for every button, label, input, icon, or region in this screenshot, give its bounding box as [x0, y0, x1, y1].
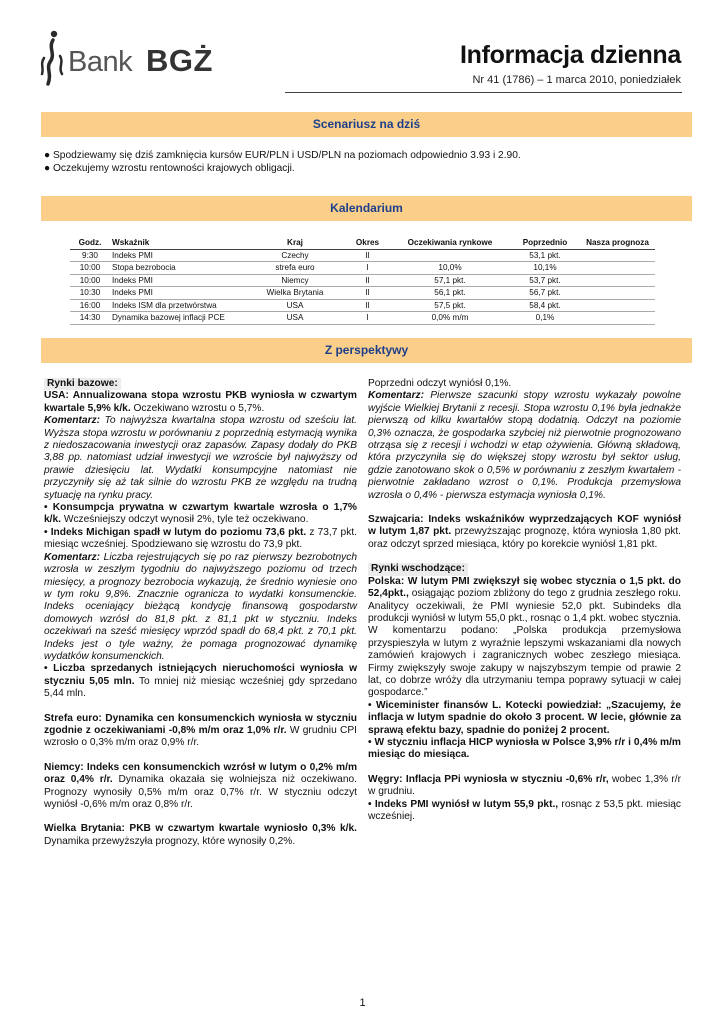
table-row	[70, 262, 655, 275]
cell-country: Czechy	[245, 249, 345, 262]
consumption-text: Wcześniejszy odczyt wynosił 2%, tyle też oczekiwano.	[61, 514, 309, 526]
scenario-item: ● Oczekujemy wzrostu rentowności krajowych obligacji.	[44, 163, 295, 174]
cell-country: Niemcy	[245, 274, 345, 287]
perspective-heading: Z perspektywy	[41, 338, 692, 363]
cell-our-forecast	[580, 274, 655, 287]
usa-gdp-text: Oczekiwano wzrostu o 5,7%.	[130, 402, 265, 414]
calendar-table	[70, 236, 655, 325]
cell-our-forecast	[580, 249, 655, 262]
cell-expectations: 0,0% m/m	[390, 312, 510, 325]
home-sales-text: To mniej niż miesiąc wcześniej gdy sprzedano 5,44 mln.	[44, 675, 357, 700]
cell-previous: 53,7 pkt.	[510, 274, 580, 287]
col-our-forecast: Nasza prognoza	[580, 236, 655, 249]
poland-text: osiągając poziom zbliżony do tego z grudnia zeszłego roku. Analitycy oczekiwali, że PMI wyniesie 52,0 pkt. Subindeks dla produkcji wyniósł w lutym 55,0 pkt., rosnąc o 1,4 pkt. wobec stycznia. W komentarzu podano: „Polska produkcja przemysłowa przyspieszyła w lutym z wyraźnie lepszymi wskazaniami dla nowych zamówień krajowych i zagranicznych wobec zeszłego miesiąca. Firmy zwiększyły swoje zakupy w najszybszym tempie od prawie 2 lat, co dobrze wróży dla utrzymaniu tempa poprawy sytuacji w całej gospodarce.”	[368, 588, 681, 699]
col-expectations: Oczekiwania rynkowe	[390, 236, 510, 249]
cell-country: strefa euro	[245, 262, 345, 275]
document-title: Informacja dzienna	[459, 41, 681, 69]
usa-gdp-paragraph	[44, 390, 357, 415]
hungary-text: wobec 1,3% r/r w grudniu.	[368, 773, 681, 798]
poland-bullet-hicp: • W styczniu inflacja HICP wyniosła w Polsce 3,9% r/r i 0,4% m/m miesiąc do miesiąca.	[368, 736, 681, 761]
hungary-paragraph	[368, 774, 681, 799]
home-sales-lead: • Liczba sprzedanych istniejących nieruchomości wyniosła w styczniu 5,05 mln.	[44, 663, 357, 687]
comment-label: Komentarz:	[44, 551, 101, 563]
hungary-lead: Węgry: Inflacja PPi wyniosła w styczniu -0,6% r/r,	[368, 773, 609, 785]
scenario-list	[44, 149, 664, 175]
poland-bullet-kotecki: • Wiceminister finansów L. Kotecki powiedział: „Szacujemy, że inflacja w lutym spadnie do około 3 procent. W lecie, głównie za sprawą efektu bazy, spadnie do poniżej 2 procent.	[368, 699, 681, 736]
cell-period: I	[345, 312, 390, 325]
uk-comment-text: Pierwsze szacunki stopy wzrostu wykazały powolne wyjście Wielkiej Brytanii z recesji. Stopa wzrostu 0,1% była jednakże pierwszą od kilku kwartałów stopą dodatnią. Odczyt na poziomie 0,3% oznacza, że gospodarka szybciej niż pierwotnie prognozowano otrząsa się z recesji i wchodzi w etap ożywienia. Główną składową, która przyczyniła się do większej stopy wzrostu był sektor usług, gdzie zanotowano skok o 0,5% w porównaniu z zeszłym kwartałem - pierwotnie zakładano wzrost o 0,1%. Produkcja przemysłowa wzrosła o 0,4% - pierwsza estymacja wyniosła 0,1%.	[368, 390, 681, 501]
cell-expectations: 10,0%	[390, 262, 510, 275]
cell-time: 10:00	[70, 262, 110, 275]
cell-period: I	[345, 262, 390, 275]
cell-period: II	[345, 299, 390, 312]
michigan-text: z 73,7 pkt. miesiąc wcześniej. Spodziewano się wzrostu do 73,9 pkt.	[44, 526, 357, 551]
left-column	[44, 378, 357, 848]
usa-comment-text: To najwyższa kwartalna stopa wzrostu od sześciu lat. Wyższa stopa wzrostu w porównaniu z poprzednią estymacją wynika z niedoszacowania inwestycji oraz zapasów. Zapasy dodały do PKB 3,88 pp. natomiast udział inwestycji we wzroście był najwyższy od prawie dziesięciu lat. Wydatki konsumpcyjne natomiast nie przyczyniły się aż tak silnie do wzrostu PKB ze względu na trudną sytuację na rynku pracy.	[44, 415, 357, 501]
poland-lead: Polska: W lutym PMI zwiększył się wobec stycznia o 1,5 pkt. do 52,4pkt.,	[368, 575, 681, 600]
table-row	[70, 274, 655, 287]
logo-bgz-text: BGŻ	[146, 43, 213, 78]
cell-country: USA	[245, 312, 345, 325]
calendar-heading: Kalendarium	[41, 196, 692, 221]
cell-previous: 58,4 pkt.	[510, 299, 580, 312]
cell-time: 10:00	[70, 274, 110, 287]
usa-comment-paragraph	[44, 415, 357, 502]
cell-indicator: Indeks PMI	[110, 287, 245, 300]
eurozone-lead: Strefa euro: Dynamika cen konsumenckich wyniosła w styczniu zgodnie z oczekiwaniami -0,8% m/m oraz 1,0% r/r.	[44, 712, 357, 736]
switzerland-text: przewyższając prognozę, która wyniosła 1,80 pkt. oraz odczyt sprzed miesiąca, który po korekcie wyniósł 1,81 pkt.	[368, 526, 681, 550]
cell-time: 14:30	[70, 312, 110, 325]
page-number: 1	[359, 997, 366, 1009]
michigan-lead: • Indeks Michigan spadł w lutym do poziomu 73,6 pkt.	[44, 526, 307, 538]
cell-indicator: Dynamika bazowej inflacji PCE	[110, 312, 245, 325]
cell-our-forecast	[580, 287, 655, 300]
michigan-paragraph	[44, 527, 357, 552]
cell-period: II	[345, 287, 390, 300]
switzerland-lead: Szwajcaria: Indeks wskaźników wyprzedzających KOF wyniósł w lutym 1,87 pkt.	[368, 514, 681, 538]
home-sales-paragraph	[44, 663, 357, 700]
cell-our-forecast	[580, 262, 655, 275]
cell-time: 16:00	[70, 299, 110, 312]
cell-previous: 53,1 pkt.	[510, 249, 580, 262]
uk-paragraph	[44, 823, 357, 848]
uk-text: Dynamika przewyższyła prognozy, które wynosiły 0,2%.	[44, 835, 296, 847]
bank-logo	[38, 28, 228, 88]
table-row	[70, 287, 655, 300]
cell-expectations: 57,1 pkt.	[390, 274, 510, 287]
section-label-emerging-markets: Rynki wschodzące:	[368, 563, 468, 575]
issue-info: Nr 41 (1786) – 1 marca 2010, poniedziałek	[472, 74, 681, 86]
eurozone-paragraph	[44, 713, 357, 750]
usa-gdp-lead: USA: Annualizowana stopa wzrostu PKB wyniosła w czwartym kwartale 5,9% k/k.	[44, 390, 357, 414]
cell-indicator: Indeks PMI	[110, 274, 245, 287]
col-previous: Poprzednio	[510, 236, 580, 249]
scenario-item: ● Spodziewamy się dziś zamknięcia kursów EUR/PLN i USD/PLN na poziomach odpowiednio 3.93 i 2.90.	[44, 150, 521, 161]
hungary-pmi-lead: • Indeks PMI wyniósł w lutym 55,9 pkt.,	[368, 798, 559, 810]
calendar-header-row	[70, 236, 655, 249]
cell-time: 9:30	[70, 249, 110, 262]
uk-lead: Wielka Brytania: PKB w czwartym kwartale wyniosło 0,3% k/k.	[44, 823, 357, 835]
cell-indicator: Indeks PMI	[110, 249, 245, 262]
cell-period: II	[345, 249, 390, 262]
section-label-core-markets: Rynki bazowe:	[44, 378, 121, 390]
bank-logo-icon	[38, 28, 68, 88]
michigan-comment-text: Liczba rejestrujących się po raz pierwszy bezrobotnych wzrosła w zeszłym tygodniu do najwyższego poziomu od trzech miesięcy, a prognozy bezrobocia wykazują, że średnio wyniesie ono w tym roku 9,8%. Znacznie ogranicza to wydatki konsumenckie. Indeks oceniający bieżącą kondycję finansową gospodarstw domowych wzrósł do 81,8 pkt. z 81,1 pkt w styczniu. Indeks oczekiwań na sześć miesięcy wprzód spadł do 68,4 pkt. z 70,1 pkt. Indeks jest o tyle ważny, że pomaga prognozować dynamikę wydatków konsumenckich.	[44, 551, 357, 662]
col-country: Kraj	[245, 236, 345, 249]
table-row	[70, 299, 655, 312]
cell-previous: 10,1%	[510, 262, 580, 275]
consumption-lead: • Konsumpcja prywatna w czwartym kwartale wzrosła o 1,7% k/k.	[44, 502, 357, 526]
cell-previous: 56,7 pkt.	[510, 287, 580, 300]
cell-expectations	[390, 249, 510, 262]
cell-our-forecast	[580, 312, 655, 325]
scenario-item-text: Spodziewamy się dziś zamknięcia kursów EUR/PLN i USD/PLN na poziomach odpowiednio 3.93 i 2.90.	[52, 150, 521, 161]
cell-country: Wielka Brytania	[245, 287, 345, 300]
col-time: Godz.	[70, 236, 110, 249]
germany-paragraph	[44, 762, 357, 812]
cell-indicator: Stopa bezrobocia	[110, 262, 245, 275]
germany-text: Dynamika okazała się wolniejsza niż oczekiwano. Prognozy wynosiły 0,5% m/m oraz 0,7% r/r. W styczniu odczyt wyniósł -0,6% m/m oraz 0,8% r/r.	[44, 774, 357, 810]
switzerland-paragraph	[368, 514, 681, 551]
scenario-heading: Scenariusz na dziś	[41, 112, 692, 137]
eurozone-text: W grudniu CPI wzrosło o 0,3% m/m oraz 0,9% r/r.	[44, 724, 357, 749]
cell-expectations: 57,5 pkt.	[390, 299, 510, 312]
hungary-pmi-text: rosnąc z 53,5 pkt. miesiąc wcześniej.	[368, 798, 681, 822]
consumption-paragraph	[44, 502, 357, 527]
hungary-pmi-paragraph	[368, 799, 681, 824]
cell-country: USA	[245, 299, 345, 312]
cell-time: 10:30	[70, 287, 110, 300]
uk-continued-paragraph: Poprzedni odczyt wyniósł 0,1%.	[368, 378, 512, 389]
cell-our-forecast	[580, 299, 655, 312]
germany-lead: Niemcy: Indeks cen konsumenckich wzrósł w lutym o 0,2% m/m oraz 0,4% r/r.	[44, 761, 357, 786]
col-indicator: Wskaźnik	[110, 236, 245, 249]
michigan-comment-paragraph	[44, 552, 357, 664]
col-period: Okres	[345, 236, 390, 249]
comment-label: Komentarz:	[44, 415, 101, 427]
table-row	[70, 249, 655, 262]
comment-label: Komentarz:	[368, 390, 425, 402]
cell-indicator: Indeks ISM dla przetwórstwa	[110, 299, 245, 312]
uk-comment-paragraph	[368, 390, 681, 502]
title-divider	[285, 92, 682, 93]
cell-expectations: 56,1 pkt.	[390, 287, 510, 300]
cell-period: II	[345, 274, 390, 287]
logo-bank-text: Bank	[68, 46, 133, 78]
table-row	[70, 312, 655, 325]
poland-paragraph	[368, 576, 681, 700]
scenario-item-text: Oczekujemy wzrostu rentowności krajowych obligacji.	[52, 163, 295, 174]
cell-previous: 0,1%	[510, 312, 580, 325]
right-column	[368, 378, 681, 823]
